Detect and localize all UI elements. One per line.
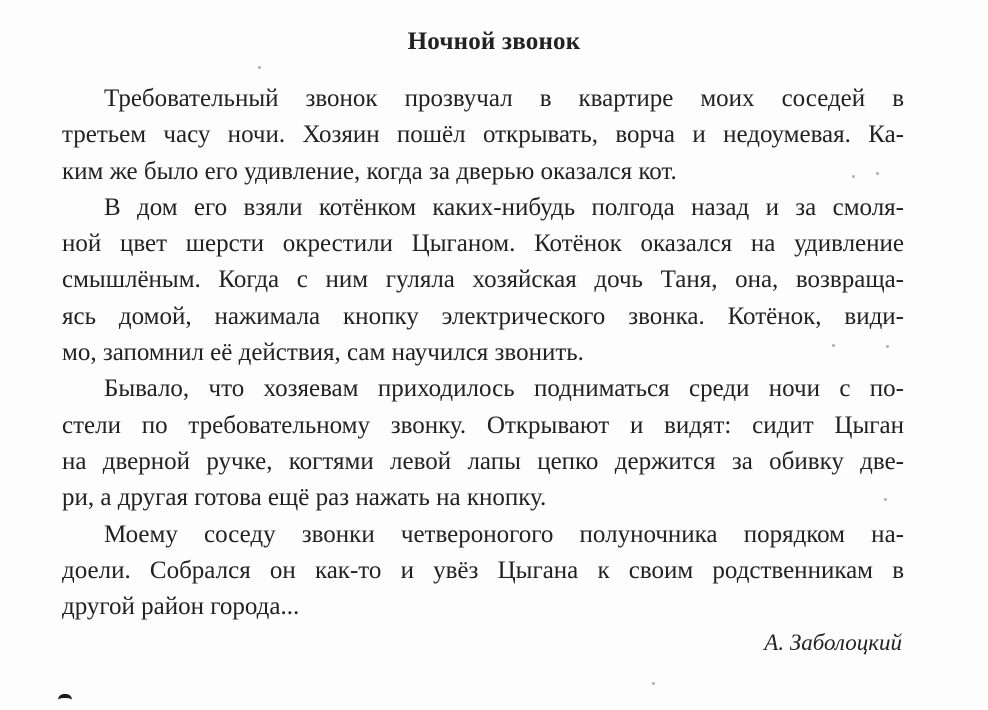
text-line: другой район города... [62, 593, 300, 621]
text-line: доели. Собрался он как-то и увёз Цыгана к своим родственникам в [62, 556, 904, 584]
scan-speck [876, 172, 879, 175]
text-line: Моему соседу звонки четвероногого полуночника порядком на- [104, 520, 904, 548]
text-line: Требовательный звонок прозвучал в квартире моих соседей в [104, 85, 904, 112]
page-title: Ночной звонок [407, 28, 581, 55]
scan-speck [886, 345, 889, 348]
scan-speck [652, 682, 655, 685]
scan-speck [852, 175, 855, 178]
text-line: на дверной ручке, когтями левой лапы цепко держится за обивку две- [62, 447, 904, 475]
text-line: ким же было его удивление, когда за дверью оказался кот. [62, 157, 677, 185]
story-text [62, 81, 904, 625]
text-line: стели по требовательному звонку. Открывают и видят: сидит Цыган [62, 411, 904, 439]
text-line: мо, запомнил её действия, сам научился звонить. [62, 339, 584, 367]
scan-speck [832, 344, 835, 347]
text-line: третьем часу ночи. Хозяин пошёл открывать, ворча и недоумевая. Ка- [62, 121, 904, 149]
text-line: ясь домой, нажимала кнопку электрического звонка. Котёнок, види- [62, 302, 904, 330]
text-line: ри, а другая готова ещё раз нажать на кнопку. [62, 484, 547, 512]
scan-speck [884, 498, 887, 501]
author-signature: А. Заболоцкий [764, 630, 902, 655]
text-line: смышлёным. Когда с ним гуляла хозяйская дочь Таня, она, возвраща- [62, 266, 904, 294]
scan-speck [258, 66, 261, 69]
text-line: В дом его взяли котёнком каких-нибудь полгода назад и за смоля- [104, 193, 904, 221]
text-line: ной цвет шерсти окрестили Цыганом. Котёнок оказался на удивление [62, 230, 904, 258]
cropped-glyph [58, 694, 72, 710]
text-line: Бывало, что хозяевам приходилось подниматься среди ночи с по- [104, 375, 904, 403]
